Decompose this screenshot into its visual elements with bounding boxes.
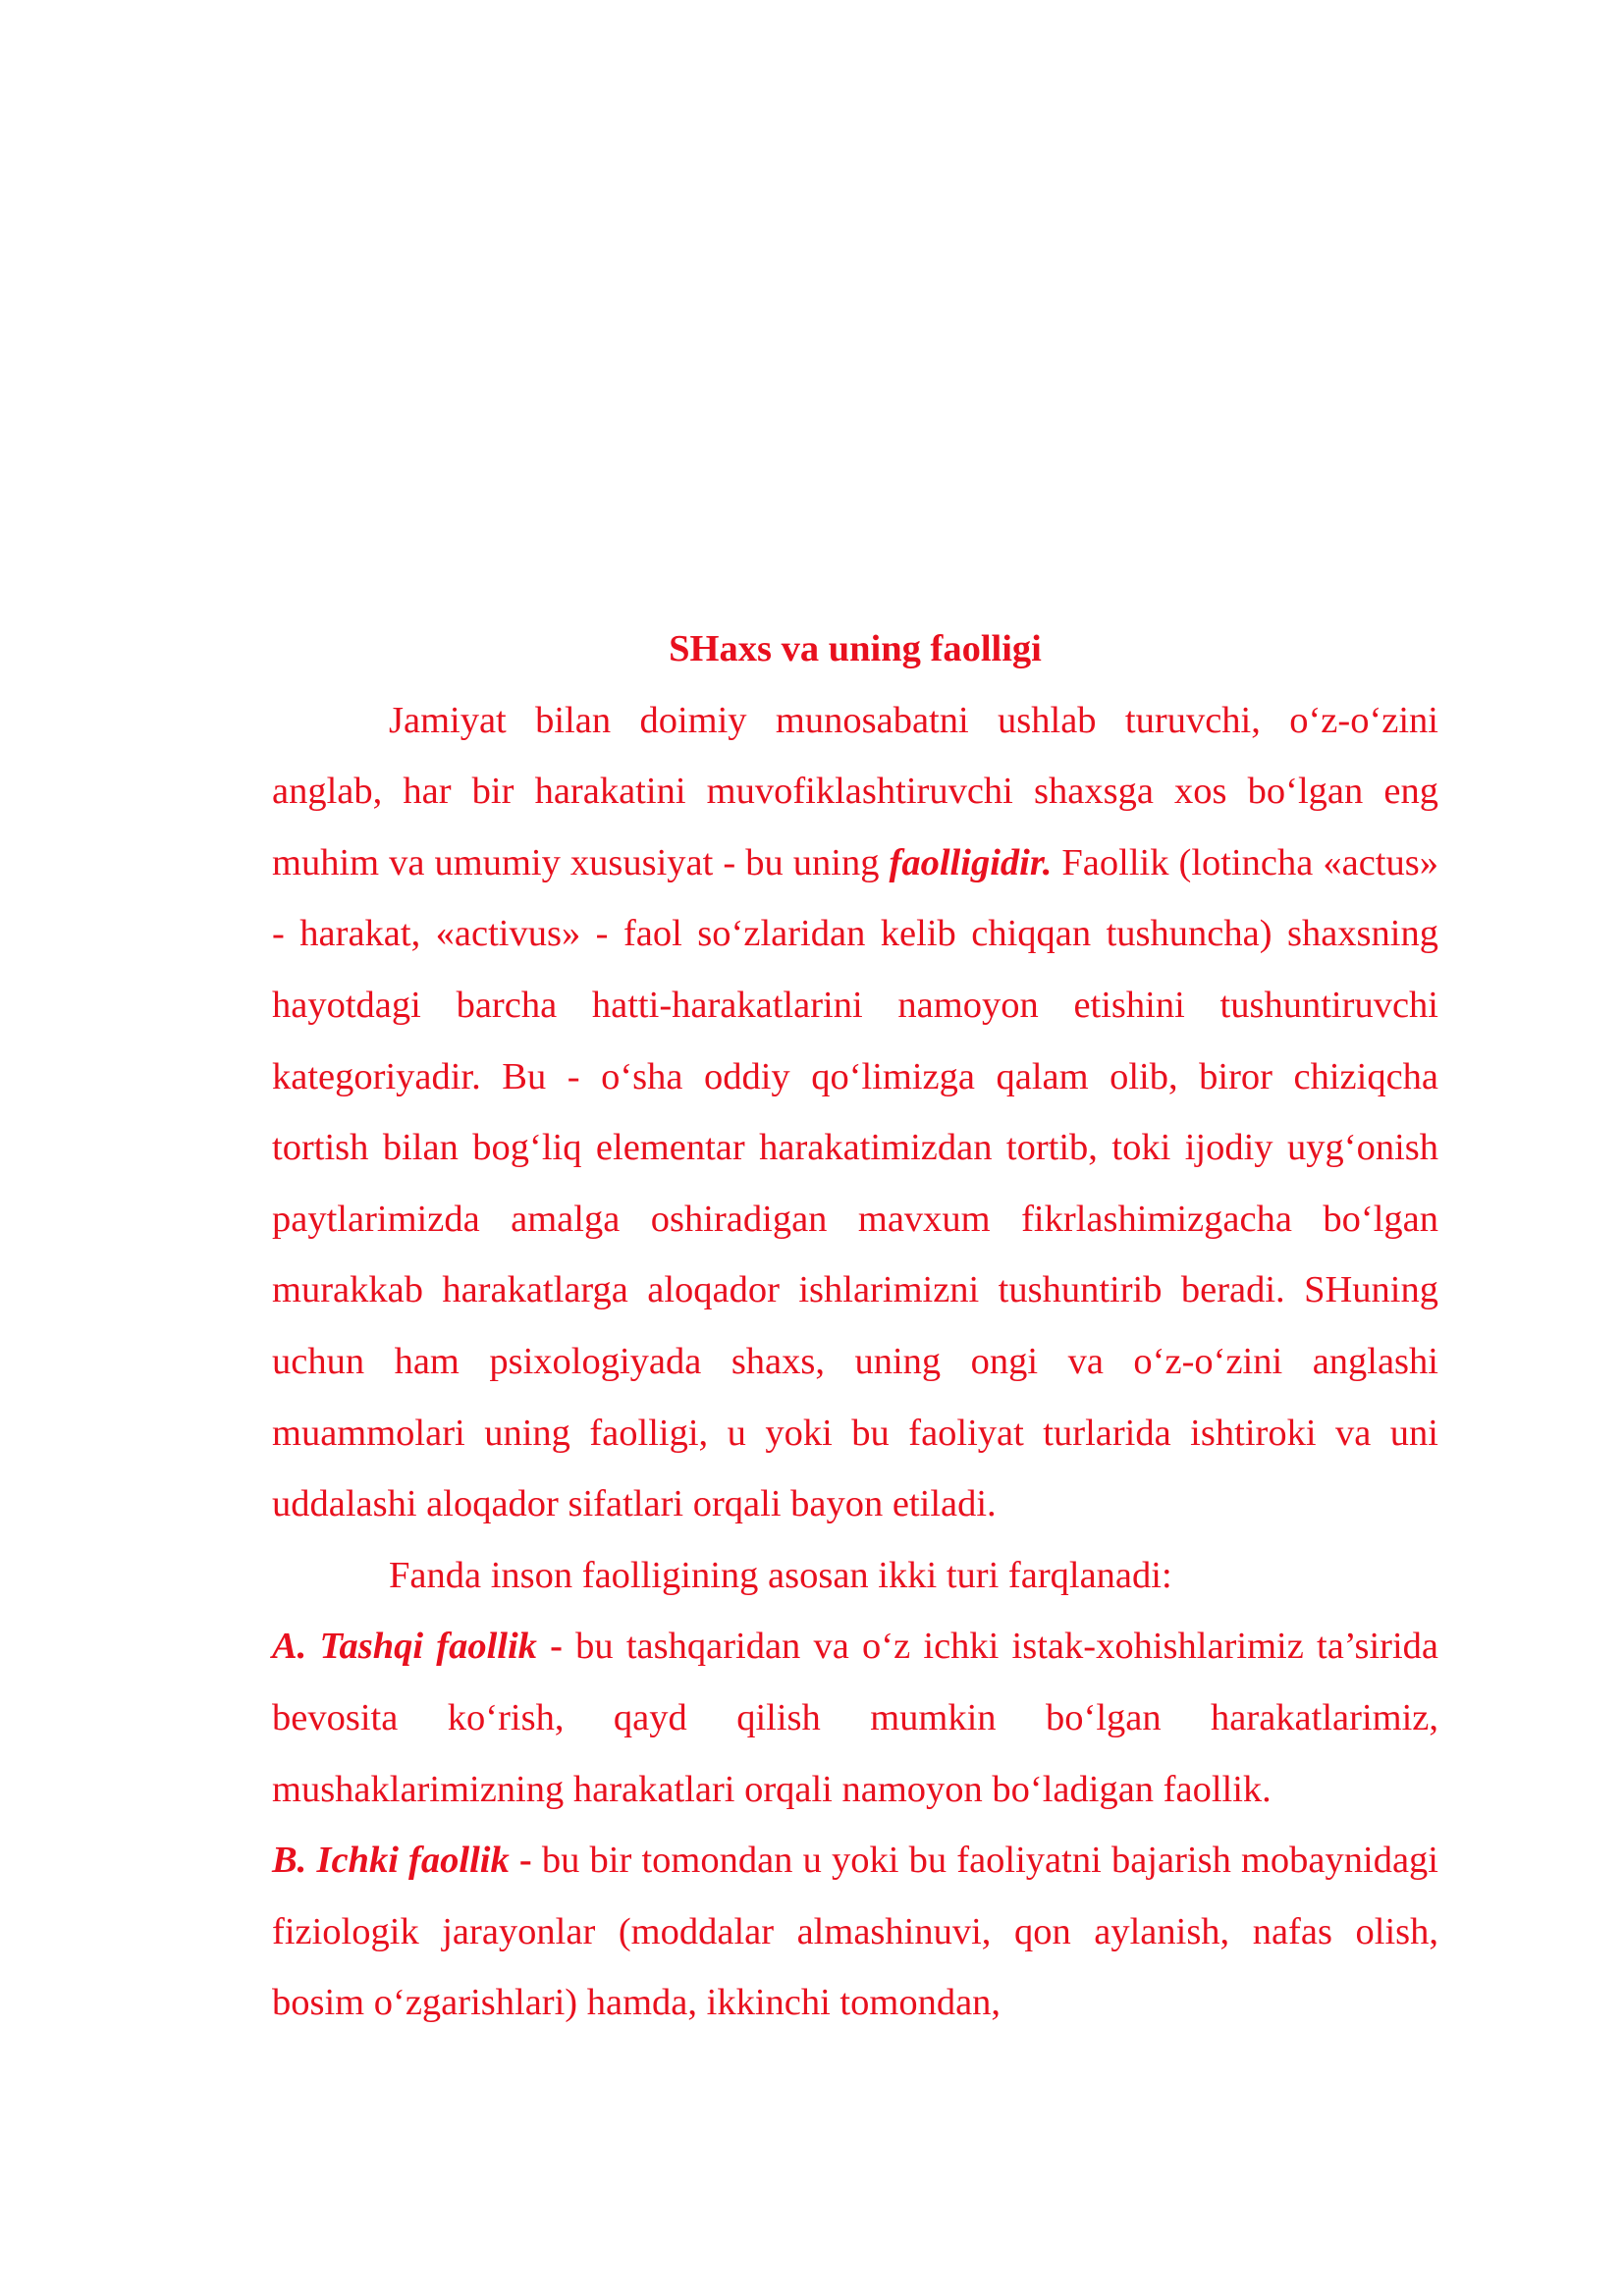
document-body <box>272 614 1438 2039</box>
list-item-label: B. Ichki faollik <box>272 1840 510 1882</box>
list-item-text: bu bir tomondan u yoki bu faoliyatni bajarish mobaynidagi fiziologik jarayonlar (moddalar almashinuvi, qon aylanish, nafas olish, bosim o‘zgarishlari) hamda, ikkinchi tomondan, <box>272 1840 1438 2024</box>
paragraph-types-intro: Fanda inson faolligining asosan ikki turi farqlanadi: <box>389 1554 1172 1596</box>
list-item-dash: - <box>509 1840 542 1882</box>
paragraph-definition-rest: Faollik (lotincha «actus» - harakat, «activus» - faol so‘zlaridan kelib chiqqan tushuncha) shaxsning hayotdagi barcha hatti-harakatlarini namoyon etishini tushuntiruvchi kategoriyadir. Bu - o‘sha oddiy qo‘limizga qalam olib, biror chiziqcha tortish bilan bog‘liq elementar harakatimizdan tortib, toki ijodiy uyg‘onish paytlarimizda amalga oshiradigan mavxum fikrlashimizgacha bo‘lgan murakkab harakatlarga aloqador ishlarimizni tushuntirib beradi. SHuning uchun ham psixologiyada shaxs, uning ongi va o‘z-o‘zini anglashi muammolari uning faolligi, u yoki bu faoliyat turlarida ishtiroki va uni uddalashi aloqador sifatlari orqali bayon etiladi. <box>272 841 1438 1525</box>
list-item-dash: - <box>536 1626 576 1668</box>
list-item-internal-activity <box>272 1825 1438 2039</box>
paragraph-definition <box>272 685 1438 1540</box>
key-term: faolligidir. <box>889 841 1053 883</box>
list-item-external-activity <box>272 1611 1438 1825</box>
paragraph-definition-intro: Jamiyat bilan doimiy munosabatni ushlab turuvchi, o‘z-o‘zini anglab, har bir harakatini muvofiklashtiruvchi shaxsga xos bo‘lgan eng muhim va umumiy xususiyat - bu uning <box>272 699 1438 883</box>
document-title: SHaxs va uning faolligi <box>669 628 1042 669</box>
list-item-text: bu tashqaridan va o‘z ichki istak-xohishlarimiz ta’sirida bevosita ko‘rish, qayd qilish mumkin bo‘lgan harakatlarimiz, mushaklarimizning harakatlari orqali namoyon bo‘ladigan faollik. <box>272 1626 1439 1810</box>
list-item-label: A. Tashqi faollik <box>272 1626 537 1668</box>
